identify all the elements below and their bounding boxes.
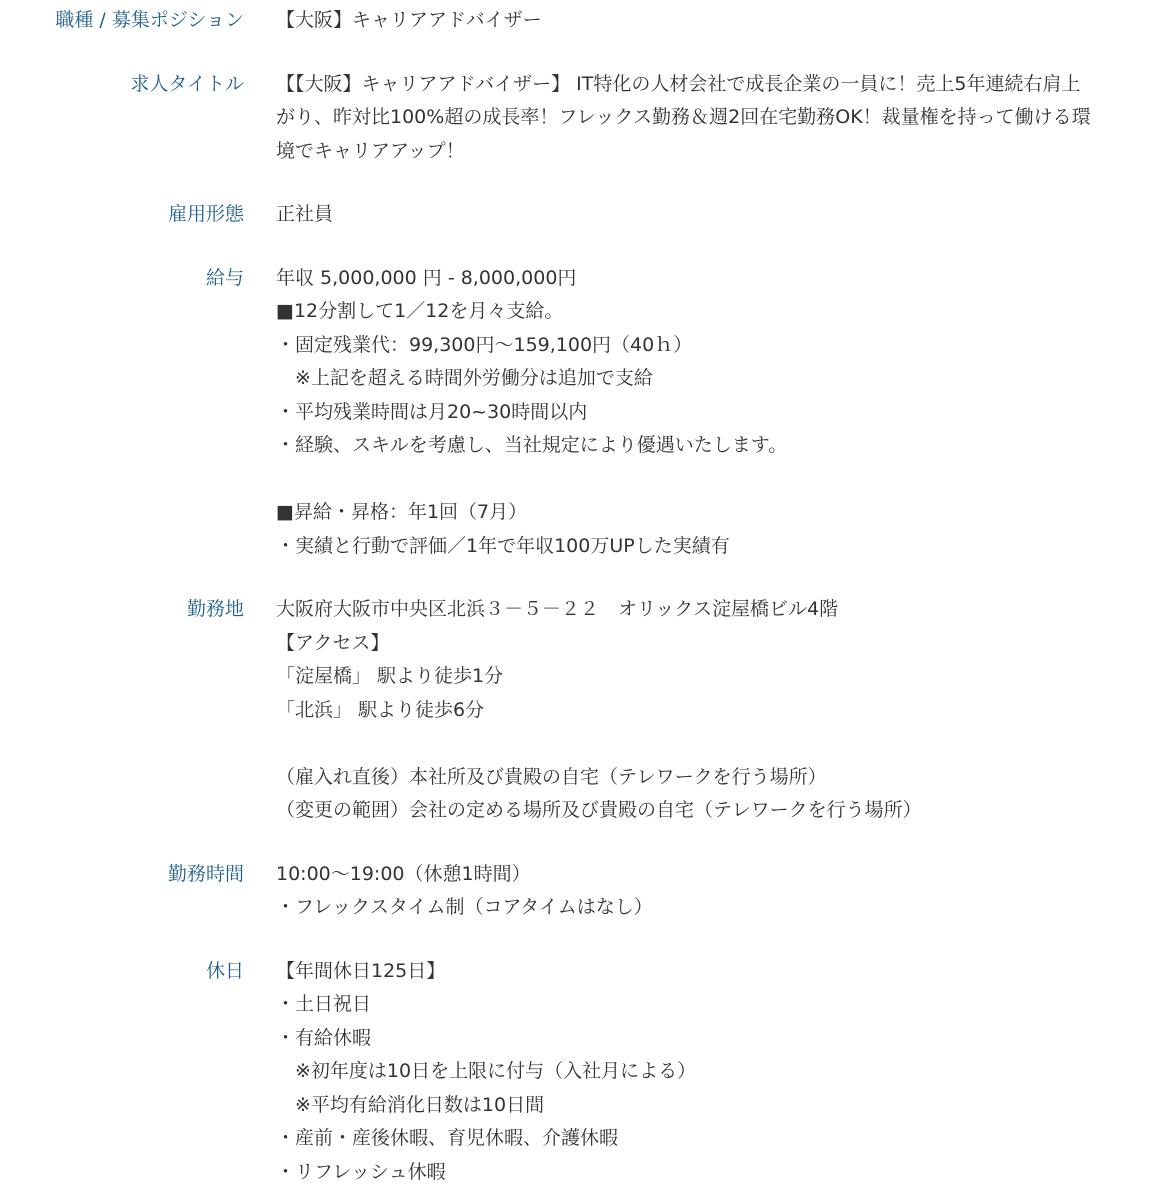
holidays-value: 【年間休日125日】 ・土日祝日 ・有給休暇 ※初年度は10日を上限に付与（入社月による） ※平均有給消化日数は10日間 ・産前・産後休暇、育児休暇、介護休暇 ・リフレッシュ休暇: [276, 955, 1096, 1189]
employment-type-value: 正社員: [276, 198, 1096, 232]
holidays-label: 休日: [0, 955, 244, 989]
salary-row: [0, 262, 1150, 564]
location-label: 勤務地: [0, 593, 244, 627]
salary-label: 給与: [0, 262, 244, 296]
working-hours-row: [0, 858, 1150, 925]
job-title-label: 求人タイトル: [0, 68, 244, 102]
employment-type-label: 雇用形態: [0, 198, 244, 232]
holidays-row: [0, 955, 1150, 1189]
position-label: 職種 / 募集ポジション: [0, 4, 244, 38]
working-hours-label: 勤務時間: [0, 858, 244, 892]
location-value: 大阪府大阪市中央区北浜３－５－２２ オリックス淀屋橋ビル4階 【アクセス】 「淀屋橋」 駅より徒歩1分 「北浜」 駅より徒歩6分 （雇入れ直後）本社所及び貴殿の自宅（テレワークを行う場所） （変更の範囲）会社の定める場所及び貴殿の自宅（テレワークを行う場所）: [276, 593, 1096, 828]
working-hours-value: 10:00～19:00（休憩1時間） ・フレックスタイム制（コアタイムはなし）: [276, 858, 1096, 925]
location-row: [0, 593, 1150, 828]
job-title-row: [0, 68, 1150, 169]
job-title-value: 【【大阪】キャリアアドバイザー】 IT特化の人材会社で成長企業の一員に！売上5年連続右肩上がり、昨対比100%超の成長率！フレックス勤務＆週2回在宅勤務OK！裁量権を持って働ける環境でキャリアアップ！: [276, 68, 1096, 169]
position-row: [0, 4, 1150, 38]
position-value: 【大阪】キャリアアドバイザー: [276, 4, 1096, 38]
employment-type-row: [0, 198, 1150, 232]
salary-value: 年収 5,000,000 円 - 8,000,000円 ■12分割して1／12を月々支給。 ・固定残業代：99,300円～159,100円（40ｈ） ※上記を超える時間外労働分は追加で支給 ・平均残業時間は月20~30時間以内 ・経験、スキルを考慮し、当社規定により優遇いたします。 ■昇給・昇格：年1回（7月） ・実績と行動で評価／1年で年収100万UPした実績有: [276, 262, 1096, 564]
